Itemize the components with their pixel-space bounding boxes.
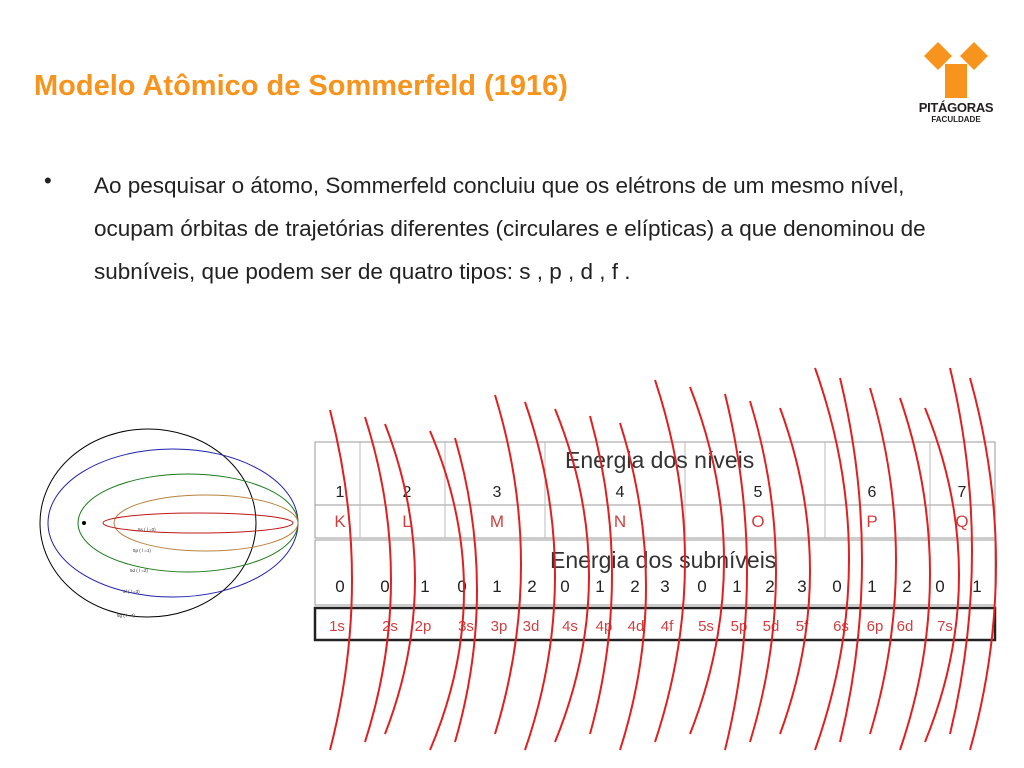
header-energy-sublevels: Energia dos subníveis: [550, 547, 777, 573]
orbit-label-5g: 5g ( l =4): [117, 613, 135, 618]
sublevel-label: 3s: [458, 618, 474, 635]
l-value: 1: [420, 577, 430, 596]
bullet-marker: •: [44, 168, 52, 193]
orbits-diagram: [18, 425, 303, 625]
level-letter: M: [489, 512, 505, 531]
orbit-5d: [78, 474, 298, 572]
level-letter: K: [334, 512, 346, 531]
l-value: 0: [697, 577, 707, 596]
l-value: 0: [935, 577, 945, 596]
level-number: 2: [402, 484, 412, 501]
red-arc: [867, 388, 896, 734]
l-value: 3: [797, 577, 807, 596]
logo-subtitle: FACULDADE: [931, 115, 981, 124]
sublevel-label: 4s: [562, 618, 578, 635]
sublevel-label: 6s: [833, 618, 849, 635]
sublevel-label: 5s: [698, 618, 714, 635]
sublevel-label: 5d: [762, 618, 780, 635]
l-value: 1: [972, 577, 982, 596]
l-value: 1: [492, 577, 502, 596]
level-letter: L: [402, 512, 412, 531]
l-value: 1: [732, 577, 742, 596]
sublevel-label: 4d: [627, 618, 645, 635]
sublevel-label: 5p: [730, 618, 748, 635]
level-number: 5: [753, 484, 763, 501]
sublevel-label: 5f: [795, 618, 809, 635]
level-letter: Q: [955, 512, 969, 531]
sublevel-label: 1s: [329, 618, 345, 635]
sublevel-label: 6d: [896, 618, 914, 635]
sublevel-label: 7s: [937, 618, 953, 635]
orbit-label-5s: 5s ( l =0): [138, 527, 156, 532]
orbit-5g: [40, 429, 256, 617]
header-energy-levels: Energia dos níveis: [565, 447, 755, 473]
level-letter: P: [866, 512, 878, 531]
sublevel-label: 3d: [522, 618, 540, 635]
orbit-5p: [114, 495, 298, 551]
sublevel-label: 2p: [414, 618, 432, 635]
sublevel-label: 4f: [660, 618, 674, 635]
sublevel-label: 4p: [595, 618, 613, 635]
l-value: 0: [560, 577, 570, 596]
l-value: 2: [902, 577, 912, 596]
l-value: 0: [380, 577, 390, 596]
orbit-label-5d: 5d ( l =2): [130, 568, 148, 573]
nucleus: [82, 521, 86, 525]
l-value: 0: [335, 577, 345, 596]
red-arc: [522, 402, 555, 750]
level-letter: N: [613, 512, 627, 531]
red-arc: [950, 368, 972, 734]
orbit-5s: [103, 513, 293, 533]
l-value: 2: [765, 577, 775, 596]
sublevel-label: 3p: [490, 618, 508, 635]
level-number: 1: [335, 484, 345, 501]
l-values: [335, 577, 981, 596]
logo-mark-icon: [916, 40, 996, 100]
red-arc: [900, 398, 930, 750]
red-arc: [840, 378, 862, 742]
level-number: 7: [957, 484, 967, 501]
energy-diagram: [310, 355, 1010, 755]
red-arc: [492, 395, 521, 734]
logo-name: PITÁGORAS: [918, 100, 994, 115]
sublevel-label: 6p: [866, 618, 884, 635]
level-letters: [334, 512, 968, 531]
red-arc: [780, 408, 810, 734]
red-arc: [815, 368, 849, 750]
slide-title: Modelo Atômico de Sommerfeld (1916): [34, 70, 568, 102]
level-letter: O: [751, 512, 765, 531]
sublevel-label: 2s: [382, 618, 398, 635]
red-arc: [970, 378, 996, 750]
l-value: 0: [832, 577, 842, 596]
orbit-label-5f: 5f ( l =3): [123, 589, 140, 594]
level-number: 3: [492, 484, 502, 501]
level-number: 4: [615, 484, 625, 501]
l-value: 1: [595, 577, 605, 596]
l-value: 0: [457, 577, 467, 596]
orbit-label-5p: 5p ( l =1): [133, 548, 151, 553]
level-numbers: [336, 484, 967, 501]
l-value: 3: [660, 577, 670, 596]
level-number: 6: [867, 484, 877, 501]
l-value: 1: [867, 577, 877, 596]
pitagoras-logo: [916, 40, 996, 130]
bullet-paragraph: Ao pesquisar o átomo, Sommerfeld concluiu que os elétrons de um mesmo nível, ocupam órbitas de trajetórias diferentes (circulares e elípticas) a que denominou de subníveis, que podem ser de quatro tipos: s , p , d , f .: [94, 173, 926, 284]
l-value: 2: [630, 577, 640, 596]
l-value: 2: [527, 577, 537, 596]
